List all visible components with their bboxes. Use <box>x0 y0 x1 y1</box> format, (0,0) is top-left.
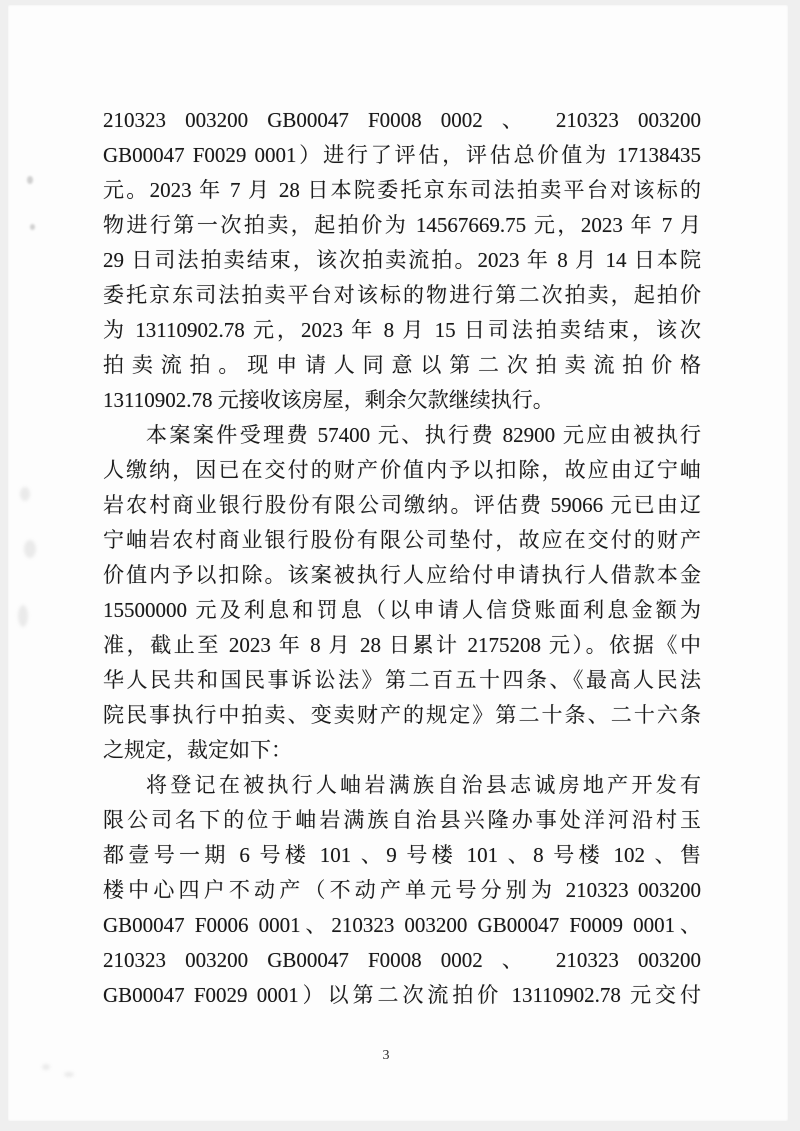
text-line: 13110902.78 元接收该房屋，剩余欠款继续执行。 <box>103 388 554 412</box>
scan-artifact <box>18 605 28 627</box>
scan-artifact <box>20 487 30 501</box>
scan-artifact <box>24 540 36 558</box>
text-line: 为 13110902.78 元，2023 年 8 月 15 日司法拍卖结束，该次 <box>103 318 701 342</box>
document-page <box>8 5 788 1121</box>
text-line: 岩农村商业银行股份有限公司缴纳。评估费 59066 元已由辽 <box>103 493 701 517</box>
text-line: 宁岫岩农村商业银行股份有限公司垫付，故应在交付的财产 <box>103 528 701 552</box>
text-line: 委托京东司法拍卖平台对该标的物进行第二次拍卖，起拍价 <box>103 283 701 307</box>
text-line: 拍卖流拍。现申请人同意以第二次拍卖流拍价格 <box>103 353 701 377</box>
text-line: 元。2023 年 7 月 28 日本院委托京东司法拍卖平台对该标的 <box>103 178 701 202</box>
page-number: 3 <box>382 1048 390 1063</box>
text-line: 楼中心四户不动产（不动产单元号分别为 210323 003200 <box>103 878 701 902</box>
scan-artifact <box>27 176 33 184</box>
text-line: 限公司名下的位于岫岩满族自治县兴隆办事处洋河沿村玉 <box>103 808 701 832</box>
scan-artifact <box>30 224 35 230</box>
text-line: 准，截止至 2023 年 8 月 28 日累计 2175208 元）。依据《中 <box>103 633 701 657</box>
text-line: GB00047 F0029 0001）以第二次流拍价 13110902.78 元交付 <box>103 983 701 1007</box>
text-line: 将登记在被执行人岫岩满族自治县志诚房地产开发有 <box>146 773 701 797</box>
text-line: 价值内予以扣除。该案被执行人应给付申请执行人借款本金 <box>103 563 701 587</box>
document-body <box>103 103 701 1013</box>
scan-artifact <box>64 1072 74 1077</box>
text-line: 华人民共和国民事诉讼法》第二百五十四条、《最高人民法 <box>103 668 701 692</box>
text-line: 之规定，裁定如下： <box>103 738 292 762</box>
text-line: 人缴纳，因已在交付的财产价值内予以扣除，故应由辽宁岫 <box>103 458 701 482</box>
text-line: 210323 003200 GB00047 F0008 0002 、 210323 003200 <box>103 948 701 972</box>
text-line: 院民事执行中拍卖、变卖财产的规定》第二十条、二十六条 <box>103 703 701 727</box>
text-line: 210323 003200 GB00047 F0008 0002 、 210323 003200 <box>103 108 701 132</box>
text-line: 29 日司法拍卖结束，该次拍卖流拍。2023 年 8 月 14 日本院 <box>103 248 701 272</box>
text-line: 物进行第一次拍卖，起拍价为 14567669.75 元，2023 年 7 月 <box>103 213 701 237</box>
text-line: 都壹号一期 6 号楼 101 、9 号楼 101 、8 号楼 102 、售 <box>103 843 701 867</box>
text-line: GB00047 F0029 0001）进行了评估，评估总价值为 17138435 <box>103 143 701 167</box>
text-line: 15500000 元及利息和罚息（以申请人信贷账面利息金额为 <box>103 598 701 622</box>
scan-artifact <box>42 1064 50 1070</box>
text-line: 本案案件受理费 57400 元、执行费 82900 元应由被执行 <box>146 423 701 447</box>
text-line: GB00047 F0006 0001、210323 003200 GB00047 F0009 0001、 <box>103 913 701 937</box>
